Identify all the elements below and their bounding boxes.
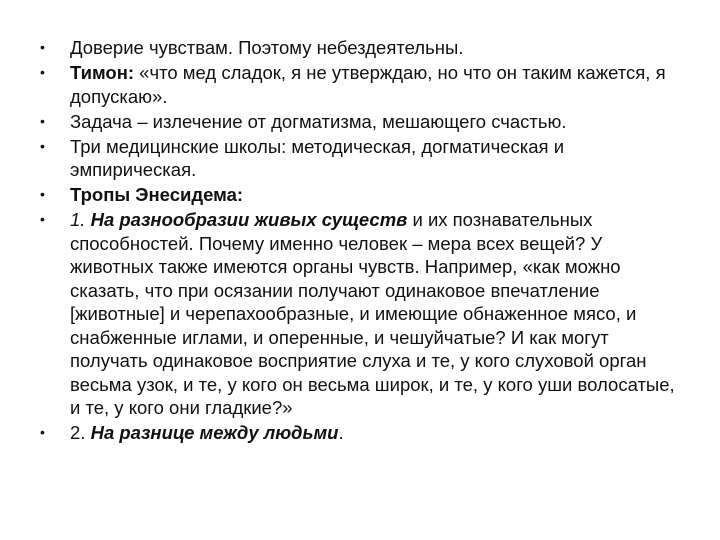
list-item [40,36,690,60]
item-lead-bold-italic: На разнообразии живых существ [85,209,408,230]
item-text: Три медицинские школы: методическая, догматическая и эмпирическая. [70,135,565,180]
item-text: Доверие чувствам. Поэтому небездеятельны. [70,37,464,58]
item-number: 2. [70,422,91,443]
bullet-icon: • [40,112,45,129]
bullet-icon: • [40,424,45,440]
item-text: «что мед сладок, я не утверждаю, но что он таким кажется, я допускаю». [70,62,666,107]
list-item [40,208,690,420]
bullet-icon: • [40,186,45,202]
bullet-icon: • [40,137,45,154]
list-item [40,421,690,445]
item-number: 1. [70,209,86,230]
item-lead-bold-italic: На разнице между людьми [90,422,339,443]
bullet-icon: • [40,39,45,55]
bullet-list [40,36,690,446]
list-item [40,61,690,108]
list-item [40,110,690,134]
list-item [40,183,690,207]
item-text: и их познавательных способностей. Почему именно человек – мера всех вещей? У животных также имеются органы чувств. Например, «как можно сказать, что при осязании получают одинаковое впечатление [животные] и черепахообразные, и имеющие обнаженное мясо, и снабженные иглами, и оперенные, и чешуйчатые? И как могут получать одинаковое восприятие слуха и те, у кого слуховой орган весьма узок, и те, у кого он весьма широк, и те, у кого уши волосатые, и те, у кого они гладкие?» [70,209,675,418]
item-tail: . [338,422,344,443]
item-lead-bold: Тимон: [70,62,135,83]
item-text: Задача – излечение от догматизма, мешающего счастью. [70,110,567,132]
item-heading: Тропы Энесидема: [70,184,244,205]
bullet-icon: • [40,64,45,80]
list-item [40,135,690,182]
bullet-icon: • [40,211,45,227]
